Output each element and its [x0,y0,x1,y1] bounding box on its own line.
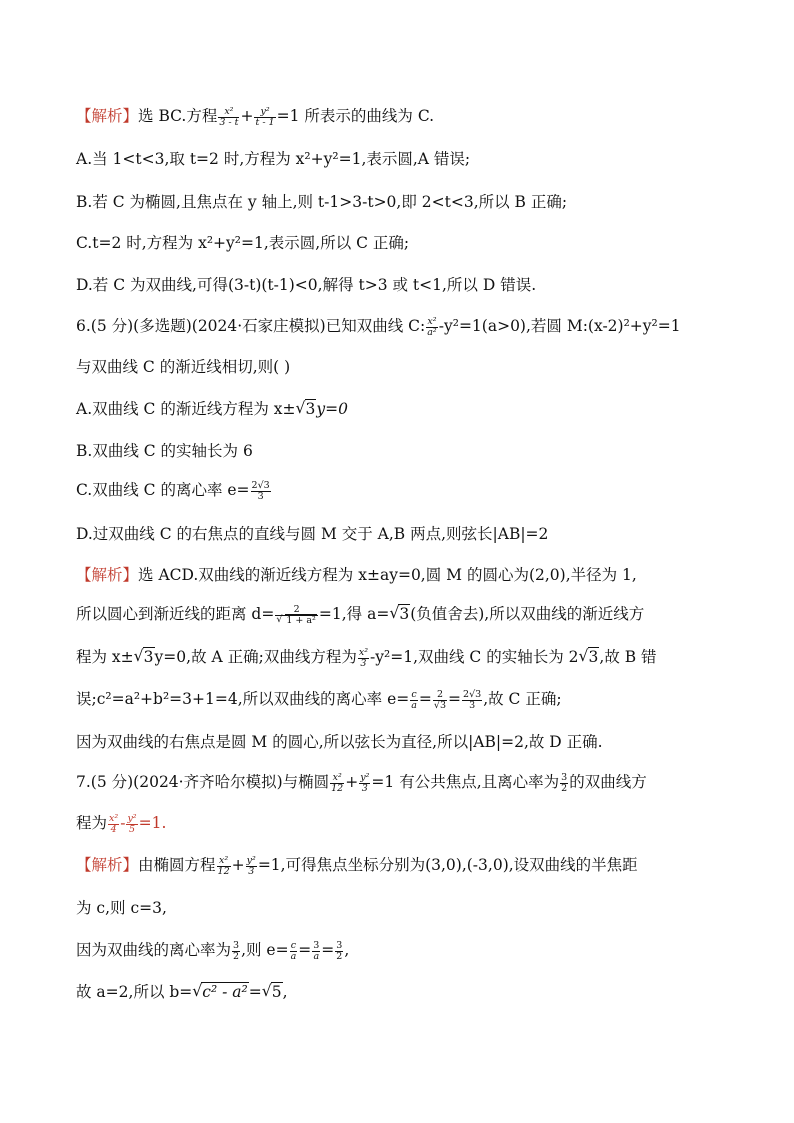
radicand: 3 [588,648,599,666]
denominator [275,616,318,626]
text: 由椭圆方程 [138,856,216,874]
numerator: x² [217,856,231,867]
text: y=0,故 A 正确;双曲线方程为 [154,648,357,666]
denominator: 3 [248,865,255,877]
sqrt [389,604,410,624]
fraction [462,690,482,711]
numerator: c [411,688,417,700]
denominator: 4 [110,823,117,835]
numerator: x² [330,773,344,784]
fraction [108,814,119,835]
text: -y²=1,双曲线 C 的实轴长为 2 [370,648,579,666]
fraction [410,690,418,711]
text: =1,得 a= [318,605,390,623]
numerator: 3 [336,939,343,951]
denominator: a² [427,326,437,338]
numerator: y² [246,854,256,866]
radicand: 3 [305,400,316,418]
analysis-tag: 【解析】 [76,566,139,584]
question-7-line-2 [76,813,166,835]
numerator: c [290,939,297,951]
sqrt [134,647,155,667]
numerator: 3 [561,771,568,783]
numerator: y² [254,107,275,118]
numerator: 3 [313,939,320,951]
answer-7-line-2: 为 c,则 c=3, [76,899,167,917]
text: A.双曲线 C 的渐近线方程为 x± [76,400,296,418]
denominator: √3 [433,699,447,711]
numerator: 2√3 [463,688,482,700]
numerator: x² [358,646,369,658]
denominator: 3 - t [219,116,239,128]
fraction [251,481,271,502]
sqrt [262,982,283,1002]
sqrt [296,399,317,419]
denominator: 2 [336,950,343,962]
fraction [433,690,447,711]
text: 程为 [76,814,108,832]
text: ,故 B 错 [599,648,657,666]
radicand: 3 [399,605,410,623]
answer-7-line-3: 因为双曲线的离心率为 $\frac{3}{2}$ ,则 e= $\frac{c}{a}$ = $\frac{3}{a}$ = $\frac{3}{2}$ , [76,939,350,962]
denominator: 2 [233,950,240,962]
answer-6-line-3 [76,647,657,669]
denominator: 12 [217,865,230,877]
text: 6.(5 分)(多选题)(2024·石家庄模拟)已知双曲线 C: [76,317,426,335]
text: , [282,983,288,1001]
fraction [426,317,437,338]
text: 的双曲线方 [569,773,647,791]
answer-7-line-4 [76,982,288,1002]
radicand: 1 + a² [286,614,316,626]
answer-5-option-a: A.当 1<t<3,取 t=2 时,方程为 x²+y²=1,表示圆,A 错误; [76,150,471,168]
text: 选 ACD.双曲线的渐近线方程为 x±ay=0,圆 M 的圆心为(2,0),半径为 1, [138,566,637,584]
radicand: 3 [143,648,154,666]
denominator: a [313,950,320,962]
text: ,故 C 正确; [483,690,562,708]
denominator: 3 [360,657,367,669]
denominator: 3 [257,490,264,502]
text: 误;c²=a²+b²=3+1=4,所以双曲线的离心率 e= [76,690,410,708]
sqrt [276,616,317,626]
question-6-option-d: D.过双曲线 C 的右焦点的直线与圆 M 交于 A,B 两点,则弦长|AB|=2 [76,525,549,543]
sqrt [579,647,600,667]
numerator: x² [218,107,239,118]
fraction [358,648,369,669]
denominator: 2 [561,782,568,794]
text: 所以圆心到渐近线的距离 d= [76,605,275,623]
fraction [359,773,370,794]
text: =1 有公共焦点,且离心率为 [371,773,560,791]
text: ,则 e= [241,941,289,959]
denominator: 3 [469,699,476,711]
fraction [126,814,137,835]
answer-5-option-d: D.若 C 为双曲线,可得(3-t)(t-1)<0,解得 t>3 或 t<1,所以 D 错误. [76,276,537,294]
numerator: 2√3 [251,479,270,491]
text: -y²=1(a>0),若圆 M:(x-2)²+y²=1 [438,317,681,335]
numerator: 2 [275,605,318,616]
text: y=0 [316,400,348,418]
denominator: t - 1 [255,116,275,128]
fraction [218,107,239,128]
text: = [248,983,262,1001]
question-6-option-c [76,480,272,502]
text: =1,可得焦点坐标分别为(3,0),(-3,0),设双曲线的半焦距 [257,856,638,874]
fraction [290,941,298,962]
analysis-tag: 【解析】 [76,856,139,874]
denominator: a [290,950,297,962]
answer-6-line-5: 因为双曲线的右焦点是圆 M 的圆心,所以弦长为直径,所以|AB|=2,故 D 正确. [76,733,603,751]
denominator: 5 [129,823,136,835]
plus-sign: + [240,107,254,125]
text: 程为 x± [76,648,134,666]
numerator: x² [109,812,119,824]
fraction [330,773,344,794]
text: C.双曲线 C 的离心率 e= [76,481,250,499]
fraction [312,941,320,962]
text: 选 BC.方程 [138,107,218,125]
numerator: 2 [433,690,447,701]
analysis-tag: 【解析】 [76,107,139,125]
fraction [254,107,275,128]
numerator: y² [360,771,370,783]
fraction [246,856,257,877]
question-6-option-b: B.双曲线 C 的实轴长为 6 [76,442,253,460]
text: , [344,941,350,959]
radicand: 5 [271,983,282,1001]
answer-7-line-1: 【解析】由椭圆方程 $\frac{\text{x²}}{12}$ + $\frac{\text{y²}}{3}$ =1,可得焦点坐标分别为(3,0),(-3,0),设双曲线的半焦距 [76,854,638,877]
fraction [275,605,318,626]
text: 故 a=2,所以 b= [76,983,193,1001]
answer-6-line-1 [76,565,637,585]
answer-fill: $\frac{\text{x²}}{4}$ - $\frac{\text{y²}}{5}$ =1. [109,812,167,835]
text: (负值舍去),所以双曲线的渐近线方 [410,605,645,623]
text: =1 所表示的曲线为 C. [276,107,435,125]
text: =1. [138,814,167,832]
answer-5-option-c: C.t=2 时,方程为 x²+y²=1,表示圆,所以 C 正确; [76,234,410,252]
answer-6-line-2 [76,604,644,626]
denominator: a [411,699,417,711]
fraction [232,941,240,962]
answer-5-line-1 [76,106,434,128]
numerator: y² [127,812,137,824]
fraction [335,941,343,962]
question-6-line-2: 与双曲线 C 的渐近线相切,则( ) [76,358,291,376]
text: 7.(5 分)(2024·齐齐哈尔模拟)与椭圆 [76,773,330,791]
numerator: 3 [233,939,240,951]
answer-6-line-4: 误;c²=a²+b²=3+1=4,所以双曲线的离心率 e= $\frac{c}{a}$ = $\frac{2}{√3}$ = $\frac{2√3}{3}$ ,故 C 正确; [76,688,562,711]
fraction [560,773,568,794]
denominator: 3 [361,782,368,794]
fraction [217,856,231,877]
numerator: x² [427,315,437,327]
question-7-line-1: 7.(5 分)(2024·齐齐哈尔模拟)与椭圆 $\frac{\text{x²}}{12}$ + $\frac{\text{y²}}{3}$ =1 有公共焦点,且离心率为 $\frac{3}{2}$ 的双曲线方 [76,771,647,794]
radicand: c² - a² [202,983,248,1001]
answer-5-option-b: B.若 C 为椭圆,且焦点在 y 轴上,则 t-1>3-t>0,即 2<t<3,所以 B 正确; [76,193,568,211]
sqrt [192,982,248,1002]
question-6-option-a [76,399,348,419]
text: 因为双曲线的离心率为 [76,941,232,959]
denominator: 12 [331,782,344,794]
question-6-line-1 [76,316,681,338]
